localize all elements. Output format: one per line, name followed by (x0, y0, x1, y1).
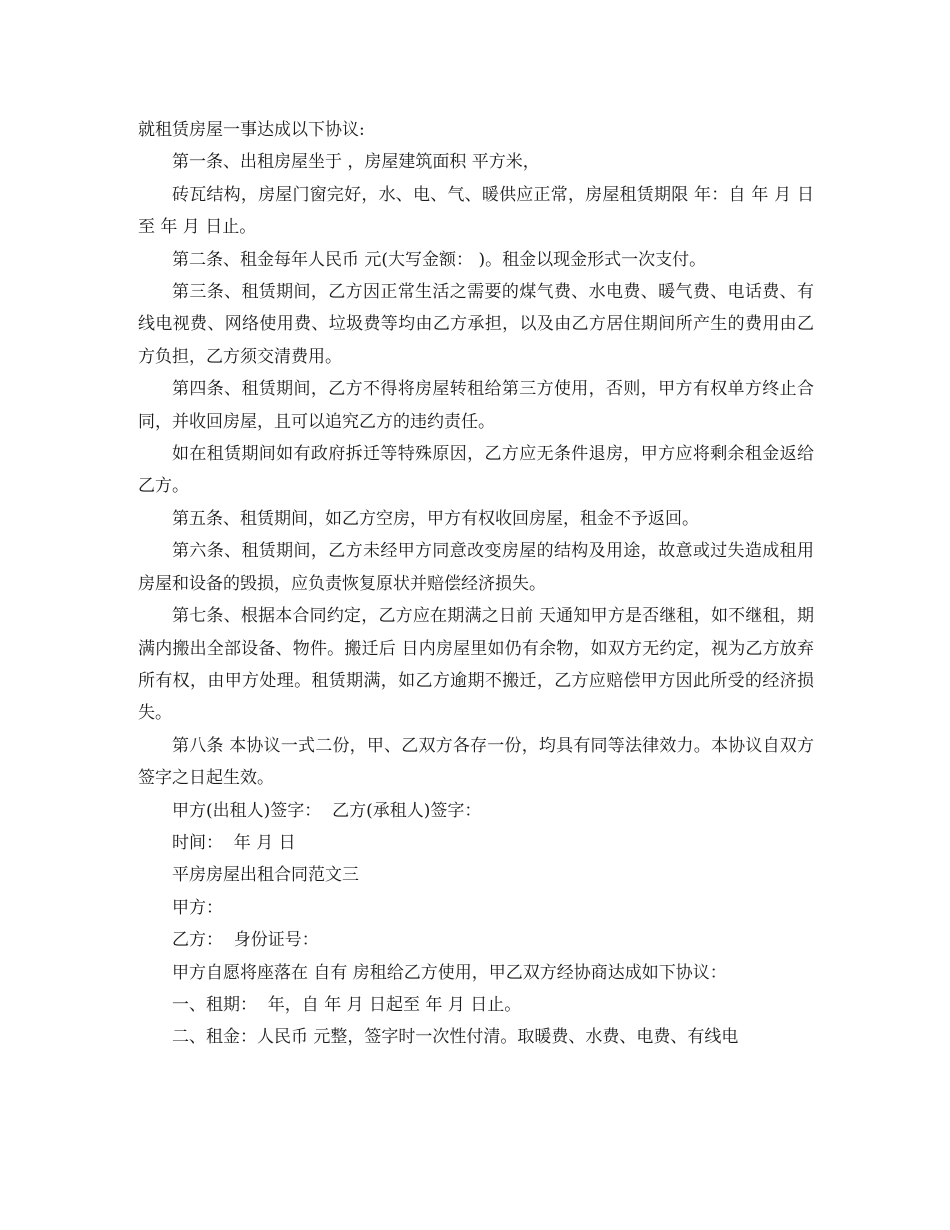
paragraph-signatures: 甲方(出租人)签字： 乙方(承租人)签字： (172, 800, 482, 821)
paragraph-date: 时间： 年 月 日 (172, 832, 296, 853)
party-a-line: 甲方： (172, 897, 223, 918)
paragraph-article-8: 第八条 本协议一式二份，甲、乙双方各存一份，均具有同等法律效力。本协议自双方签字之日起生效。 (138, 735, 814, 789)
paragraph-article-5: 第五条、租赁期间，如乙方空房，甲方有权收回房屋，租金不予返回。 (172, 508, 699, 529)
paragraph-intro: 就租赁房屋一事达成以下协议: (138, 120, 365, 140)
paragraph-article-2: 第二条、租金每年人民币 元(大写金额： )。租金以现金形式一次支付。 (172, 249, 707, 270)
paragraph-article-1: 第一条、出租房屋坐于 ，房屋建筑面积 平方米， (172, 152, 540, 173)
paragraph-article-7: 第七条、根据本合同约定，乙方应在期满之日前 天通知甲方是否继租，如不继租，期满内搬出全部设备、物件。搬迁后 日内房屋里如仍有余物，如双方无约定，视为乙方放弃所有权，由甲方处理。租赁期满，如乙方逾期不搬迁，乙方应赔偿甲方因此所受的经济损失。 (138, 606, 814, 724)
paragraph-agreement-intro: 甲方自愿将座落在 自有 房租给乙方使用，甲乙双方经协商达成如下协议： (172, 962, 727, 983)
paragraph-rent: 二、租金：人民币 元整，签字时一次性付清。取暖费、水费、电费、有线电 (172, 1027, 739, 1048)
paragraph-article-1-cont: 砖瓦结构，房屋门窗完好，水、电、气、暖供应正常，房屋租赁期限 年：自 年 月 日至 年 月 日止。 (138, 184, 814, 238)
paragraph-term: 一、租期： 年，自 年 月 日起至 年 月 日止。 (172, 994, 522, 1015)
party-b-line: 乙方： 身份证号： (172, 930, 319, 951)
document-body (138, 114, 814, 1054)
paragraph-article-6: 第六条、租赁期间，乙方未经甲方同意改变房屋的结构及用途，故意或过失造成租用房屋和设备的毁损，应负责恢复原状并赔偿经济损失。 (138, 541, 814, 594)
paragraph-demolition: 如在租赁期间如有政府拆迁等特殊原因，乙方应无条件退房，甲方应将剩余租金返给乙方。 (138, 444, 814, 497)
paragraph-article-4: 第四条、租赁期间，乙方不得将房屋转租给第三方使用，否则，甲方有权单方终止合同，并收回房屋，且可以追究乙方的违约责任。 (138, 379, 814, 432)
paragraph-article-3: 第三条、租赁期间，乙方因正常生活之需要的煤气费、水电费、暖气费、电话费、有线电视费、网络使用费、垃圾费等均由乙方承担，以及由乙方居住期间所产生的费用由乙方负担，乙方须交清费用。 (138, 282, 814, 367)
section-heading: 平房房屋出租合同范文三 (172, 865, 359, 886)
